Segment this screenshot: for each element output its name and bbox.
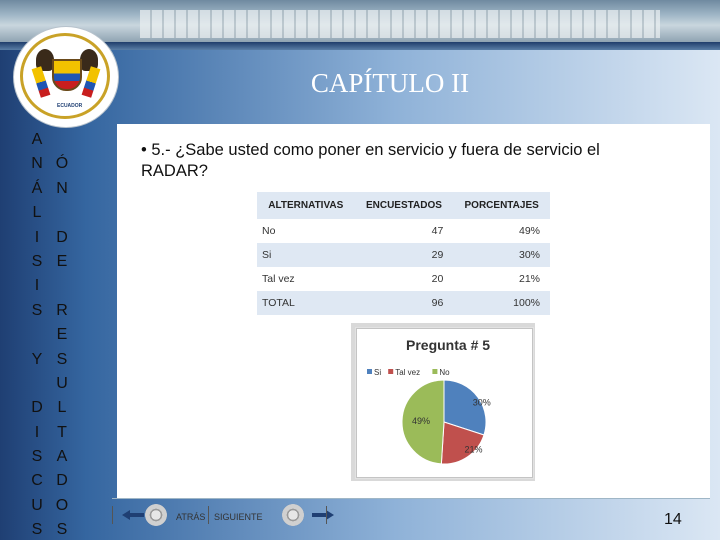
table-row xyxy=(257,243,550,267)
table-header-cell: ENCUESTADOS xyxy=(355,192,454,219)
legend-label: Tal vez xyxy=(395,368,421,377)
table-cell-alternativa: No xyxy=(262,225,276,237)
back-arrow-icon[interactable] xyxy=(122,510,144,520)
chapter-title: CAPÍTULO II xyxy=(310,68,470,98)
table-cell-porcentaje: 30% xyxy=(453,243,550,267)
pie-data-label: 21% xyxy=(464,444,483,455)
emblem-text: ECUADOR xyxy=(57,103,83,109)
forward-arrow-icon[interactable] xyxy=(312,510,334,520)
vertical-letter: A xyxy=(56,448,68,466)
back-seal-icon[interactable] xyxy=(145,504,167,526)
table-cell-encuestados: 20 xyxy=(431,273,444,285)
university-emblem xyxy=(13,26,119,128)
legend-label: No xyxy=(439,368,450,377)
chart-title: Pregunta # 5 xyxy=(406,337,491,353)
vertical-letter: I xyxy=(34,423,40,441)
vertical-letter: L xyxy=(57,399,67,417)
vertical-letter: S xyxy=(56,350,68,368)
question-text: • 5.- ¿Sabe usted como poner en servicio y fuera de servicio el RADAR? xyxy=(141,141,600,180)
table-cell-alternativa: Si xyxy=(257,243,355,267)
nav-divider xyxy=(112,506,113,524)
legend-swatch xyxy=(388,369,393,374)
page-number: 14 xyxy=(664,511,682,528)
vertical-letter: N xyxy=(56,179,68,197)
back-link[interactable]: ATRÁS xyxy=(176,512,206,522)
vertical-letter: N xyxy=(31,155,43,173)
nav-divider xyxy=(326,506,327,524)
vertical-letter: R xyxy=(56,301,68,319)
next-seal-icon[interactable] xyxy=(282,504,304,526)
banner-building-image xyxy=(140,10,660,38)
vertical-letter: C xyxy=(31,472,43,490)
vertical-letter: D xyxy=(56,228,68,246)
table-header-row xyxy=(257,192,550,219)
vertical-letter: S xyxy=(31,521,43,539)
table-row xyxy=(257,291,550,315)
vertical-letter: I xyxy=(34,277,40,295)
vertical-letter: S xyxy=(31,252,43,270)
vertical-title-column-2 xyxy=(52,128,72,543)
vertical-letter: L xyxy=(32,204,42,222)
table-row xyxy=(257,219,550,243)
legend-label: Si xyxy=(374,368,382,377)
table-cell-porcentaje: 49% xyxy=(518,225,540,237)
header-banner xyxy=(0,0,720,42)
table-cell-encuestados: 47 xyxy=(431,225,444,237)
vertical-letter: I xyxy=(34,228,40,246)
vertical-letter xyxy=(52,201,72,225)
footer-divider xyxy=(112,498,710,499)
vertical-letter: Ó xyxy=(55,155,69,173)
vertical-letter xyxy=(52,128,72,152)
nav-divider xyxy=(208,506,209,524)
results-table xyxy=(257,192,550,315)
vertical-letter xyxy=(27,372,47,396)
legend-swatch xyxy=(432,369,437,374)
table-header-cell: PORCENTAJES xyxy=(453,192,550,219)
vertical-title-column-1 xyxy=(27,128,47,543)
vertical-letter: S xyxy=(31,301,43,319)
vertical-letter: A xyxy=(31,131,43,148)
vertical-letter: O xyxy=(55,496,69,514)
vertical-letter: D xyxy=(56,472,68,490)
vertical-letter: S xyxy=(31,448,43,466)
vertical-letter: U xyxy=(31,496,43,514)
table-cell-encuestados: 29 xyxy=(355,243,454,267)
vertical-letter xyxy=(27,323,47,347)
vertical-letter: Y xyxy=(31,350,43,368)
table-cell-porcentaje: 100% xyxy=(453,291,550,315)
pie-chart-svg xyxy=(357,329,532,477)
table-row xyxy=(257,267,550,291)
chart-legend xyxy=(367,368,450,377)
table-header-cell: ALTERNATIVAS xyxy=(257,192,355,219)
vertical-letter: D xyxy=(31,399,43,417)
legend-swatch xyxy=(367,369,372,374)
emblem-shield xyxy=(52,59,82,91)
vertical-letter: Á xyxy=(31,179,43,197)
vertical-letter xyxy=(52,274,72,298)
table-cell-porcentaje: 21% xyxy=(518,273,540,285)
vertical-letter: S xyxy=(56,521,68,539)
table-cell-encuestados: 96 xyxy=(355,291,454,315)
table-cell-alternativa: Tal vez xyxy=(262,273,295,285)
vertical-letter: E xyxy=(56,252,68,270)
vertical-letter: U xyxy=(56,374,68,392)
next-link[interactable]: SIGUIENTE xyxy=(214,512,263,522)
vertical-letter: T xyxy=(57,423,67,441)
pie-chart xyxy=(356,328,533,478)
pie-data-label: 30% xyxy=(472,397,491,408)
pie-data-label: 49% xyxy=(412,416,431,427)
table-cell-alternativa: TOTAL xyxy=(257,291,355,315)
vertical-letter: E xyxy=(56,326,68,344)
